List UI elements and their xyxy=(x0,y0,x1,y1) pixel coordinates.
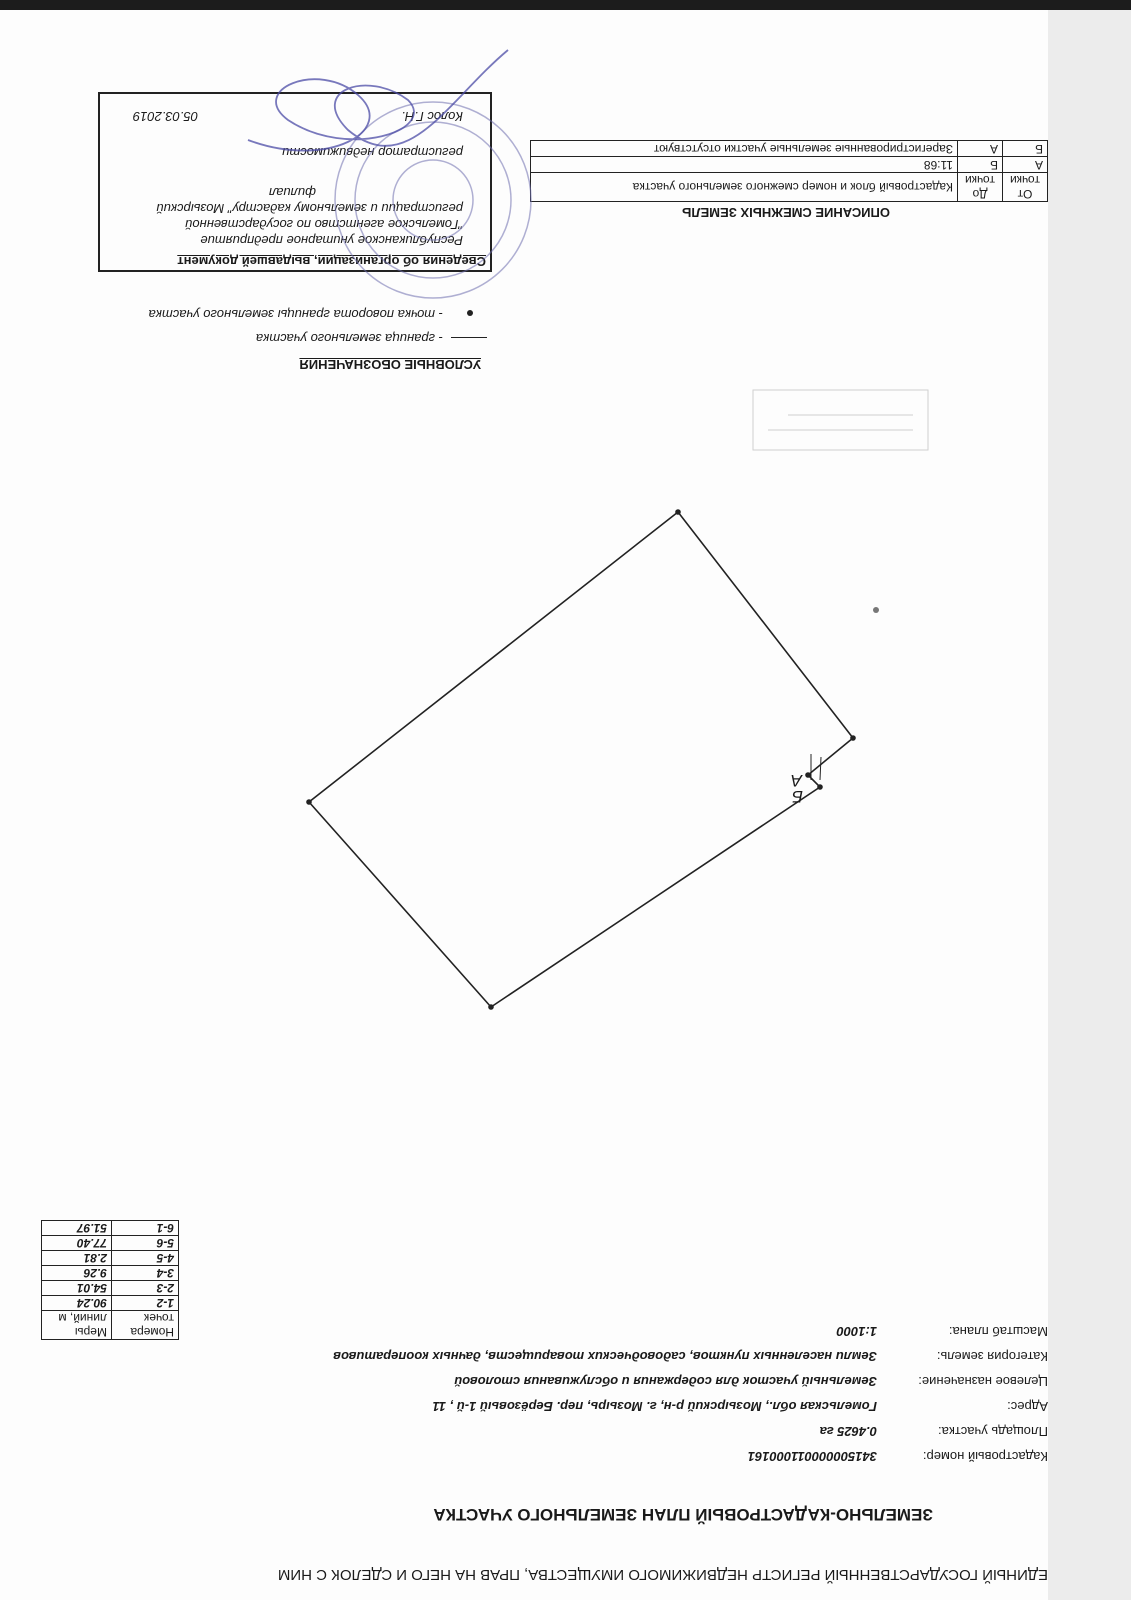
length-cell: 51.97 xyxy=(42,1221,112,1236)
legend-title: УСЛОВНЫЕ ОБОЗНАЧЕНИЯ xyxy=(299,357,481,372)
address-label: Адрес: xyxy=(1007,1399,1048,1414)
document-sheet-flipped xyxy=(0,10,1048,1600)
turn-points xyxy=(306,509,856,1010)
points-cell: 6-1 xyxy=(112,1221,179,1236)
block-cell: 11:68 xyxy=(531,157,958,173)
purpose-label: Целевое назначение: xyxy=(918,1374,1048,1389)
registry-line: ЕДИНЫЙ ГОСУДАРСТВЕННЫЙ РЕГИСТР НЕДВИЖИМОГО ИМУЩЕСТВА, ПРАВ НА НЕГО И СДЕЛОК С НИМ xyxy=(277,1566,1048,1583)
area-value: 0.4625 га xyxy=(819,1424,877,1439)
scan-speck xyxy=(873,607,879,613)
length-cell: 54.01 xyxy=(42,1281,112,1296)
organization-title: Сведения об организации, выдавшей документ xyxy=(177,254,486,269)
turn-point xyxy=(488,1004,494,1010)
document-page xyxy=(0,10,1048,1600)
scale-label: Масштаб плана: xyxy=(948,1324,1048,1339)
organization-line4: филиал xyxy=(268,185,316,200)
cadastral-number-value: 341500000011000161 xyxy=(747,1449,877,1464)
registrar-name: Колос Г.Н. xyxy=(401,109,463,124)
address-value: Гомельская обл., Мозырский р-н, г. Мозырь, пер. Берёзовый 1-й , 11 xyxy=(432,1399,877,1414)
points-cell: 1-2 xyxy=(112,1296,179,1311)
length-cell: 77.40 xyxy=(42,1236,112,1251)
from-cell: Б xyxy=(1003,141,1048,157)
col-length-header: Меры линий, м xyxy=(42,1311,112,1340)
from-cell: А xyxy=(1003,157,1048,173)
col-points-header: Номера точек xyxy=(112,1311,179,1340)
plan-label-a: А xyxy=(790,771,802,790)
organization-line2: "Гомельское агентство по государственной xyxy=(185,217,463,232)
arrow-a xyxy=(820,757,821,780)
parcel-boundary xyxy=(309,512,853,1007)
turn-point xyxy=(805,772,811,778)
registrar-date: 05.03.2019 xyxy=(132,109,198,124)
cadastral-number-label: Кадастровый номер: xyxy=(922,1449,1048,1464)
area-label: Площадь участка: xyxy=(938,1424,1048,1439)
organization-line1: Республиканское унитарное предприятие xyxy=(200,233,463,248)
scan-top-edge xyxy=(0,0,1131,10)
legend-point-symbol xyxy=(467,310,473,316)
points-cell: 3-4 xyxy=(112,1266,179,1281)
turn-point xyxy=(306,799,312,805)
to-cell: Б xyxy=(958,157,1003,173)
length-cell: 2.81 xyxy=(42,1251,112,1266)
scale-value: 1:1000 xyxy=(836,1324,877,1339)
col-block-header: Кадастровый блок и номер смежного земельного участка xyxy=(531,173,958,202)
category-label: Категория земель: xyxy=(936,1349,1048,1364)
turn-point xyxy=(817,784,823,790)
col-to-header: До точки xyxy=(958,173,1003,202)
legend-line-symbol xyxy=(451,337,487,338)
to-cell: А xyxy=(958,141,1003,157)
page-title: ЗЕМЕЛЬНО-КАДАСТРОВЫЙ ПЛАН ЗЕМЕЛЬНОГО УЧАСТКА xyxy=(433,1505,933,1524)
category-value: Земли населенных пунктов, садоводческих товариществ, дачных кооперативов xyxy=(333,1349,877,1364)
length-cell: 90.24 xyxy=(42,1296,112,1311)
legend-boundary: - граница земельного участка xyxy=(255,331,443,346)
table-row xyxy=(531,141,1048,157)
registrar-role: регистратор недвижимости xyxy=(282,145,463,160)
table-row xyxy=(531,157,1048,173)
legend-turn-point: - точка поворота границы земельного участка xyxy=(148,307,443,322)
points-cell: 2-3 xyxy=(112,1281,179,1296)
purpose-value: Земельный участок для содержания и обслуживания столовой xyxy=(454,1374,877,1389)
turn-point xyxy=(675,509,681,515)
adjacent-title: ОПИСАНИЕ СМЕЖНЫХ ЗЕМЕЛЬ xyxy=(682,205,890,220)
length-cell: 9.26 xyxy=(42,1266,112,1281)
col-from-header: От точки xyxy=(1003,173,1048,202)
points-cell: 4-5 xyxy=(112,1251,179,1266)
block-cell: Зарегистрированные земельные участки отсутствуют xyxy=(531,141,958,157)
plan-label-b: Б xyxy=(791,787,803,806)
points-cell: 5-6 xyxy=(112,1236,179,1251)
turn-point xyxy=(850,735,856,741)
organization-line3: регистрации и земельному кадастру" Мозырский xyxy=(156,201,463,216)
adjacent-table xyxy=(530,140,1048,202)
